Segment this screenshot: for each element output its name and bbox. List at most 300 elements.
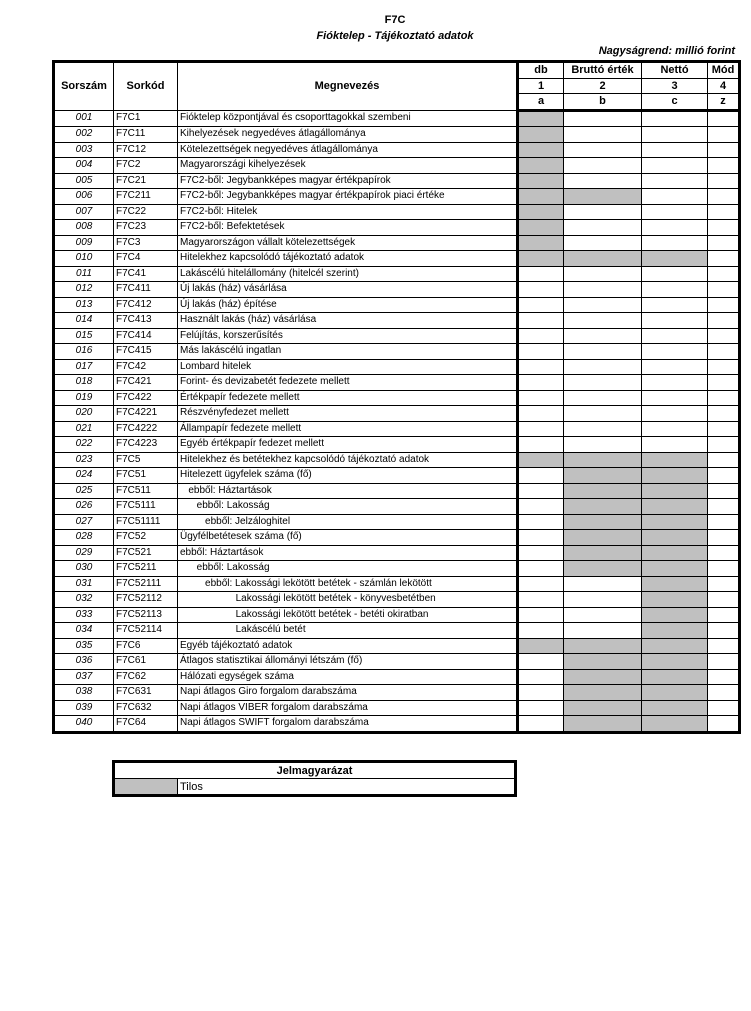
cell-netto: [642, 452, 708, 468]
cell-netto: [642, 669, 708, 685]
row-number: 028: [54, 530, 114, 546]
cell-mod[interactable]: [708, 576, 740, 592]
cell-mod[interactable]: [708, 716, 740, 733]
cell-brutto: [564, 654, 642, 670]
legend-table: [112, 760, 517, 797]
row-number: 010: [54, 251, 114, 267]
cell-db[interactable]: [518, 716, 564, 733]
cell-brutto[interactable]: [564, 592, 642, 608]
cell-netto[interactable]: [642, 127, 708, 143]
cell-mod[interactable]: [708, 669, 740, 685]
unit-label: Nagyságrend: millió forint: [598, 45, 735, 57]
cell-mod[interactable]: [708, 700, 740, 716]
row-code: F7C21: [114, 173, 178, 189]
row-name: Fióktelep központjával és csoporttagokkal szembeni: [178, 110, 518, 127]
cell-netto[interactable]: [642, 328, 708, 344]
cell-netto: [642, 607, 708, 623]
cell-mod[interactable]: [708, 499, 740, 515]
row-number: 013: [54, 297, 114, 313]
cell-netto[interactable]: [642, 266, 708, 282]
row-name: Egyéb tájékoztató adatok: [178, 638, 518, 654]
cell-brutto: [564, 499, 642, 515]
cell-netto[interactable]: [642, 359, 708, 375]
row-number: 027: [54, 514, 114, 530]
cell-mod[interactable]: [708, 514, 740, 530]
cell-brutto[interactable]: [564, 437, 642, 453]
cell-netto: [642, 700, 708, 716]
cell-mod[interactable]: [708, 468, 740, 484]
row-name: Új lakás (ház) vásárlása: [178, 282, 518, 298]
row-number: 005: [54, 173, 114, 189]
row-code: F7C632: [114, 700, 178, 716]
row-name: F7C2-ből: Befektetések: [178, 220, 518, 236]
row-number: 025: [54, 483, 114, 499]
row-number: 015: [54, 328, 114, 344]
row-code: F7C12: [114, 142, 178, 158]
row-code: F7C631: [114, 685, 178, 701]
cell-mod[interactable]: [708, 251, 740, 267]
cell-db: [518, 220, 564, 236]
cell-netto: [642, 716, 708, 733]
table-row: [54, 297, 740, 313]
table-row: [54, 127, 740, 143]
cell-mod[interactable]: [708, 452, 740, 468]
cell-netto: [642, 468, 708, 484]
cell-db[interactable]: [518, 499, 564, 515]
cell-netto[interactable]: [642, 313, 708, 329]
row-code: F7C22: [114, 204, 178, 220]
table-row: [54, 110, 740, 127]
cell-brutto: [564, 251, 642, 267]
row-name: F7C2-ből: Hitelek: [178, 204, 518, 220]
cell-db: [518, 204, 564, 220]
table-row: [54, 530, 740, 546]
cell-mod[interactable]: [708, 173, 740, 189]
cell-netto[interactable]: [642, 235, 708, 251]
cell-netto[interactable]: [642, 173, 708, 189]
table-row: [54, 282, 740, 298]
cell-db[interactable]: [518, 483, 564, 499]
cell-brutto[interactable]: [564, 313, 642, 329]
table-row: [54, 638, 740, 654]
row-code: F7C52111: [114, 576, 178, 592]
cell-mod[interactable]: [708, 158, 740, 174]
cell-mod[interactable]: [708, 545, 740, 561]
row-number: 029: [54, 545, 114, 561]
row-name: Hitelekhez kapcsolódó tájékoztató adatok: [178, 251, 518, 267]
cell-netto[interactable]: [642, 421, 708, 437]
cell-db[interactable]: [518, 561, 564, 577]
cell-mod[interactable]: [708, 623, 740, 639]
row-code: F7C421: [114, 375, 178, 391]
row-code: F7C51111: [114, 514, 178, 530]
col-letter-z: z: [708, 94, 740, 111]
row-name: Lakáscélú hitelállomány (hitelcél szerint): [178, 266, 518, 282]
row-name: ebből: Lakosság: [178, 561, 518, 577]
table-row: [54, 716, 740, 733]
table-row: [54, 235, 740, 251]
row-code: F7C4222: [114, 421, 178, 437]
cell-netto[interactable]: [642, 297, 708, 313]
cell-mod[interactable]: [708, 204, 740, 220]
row-code: F7C412: [114, 297, 178, 313]
cell-brutto: [564, 700, 642, 716]
cell-brutto[interactable]: [564, 204, 642, 220]
row-name: Kötelezettségek negyedéves átlagállománya: [178, 142, 518, 158]
cell-mod[interactable]: [708, 142, 740, 158]
cell-db[interactable]: [518, 297, 564, 313]
row-code: F7C1: [114, 110, 178, 127]
table-row: [54, 592, 740, 608]
cell-brutto[interactable]: [564, 173, 642, 189]
row-number: 016: [54, 344, 114, 360]
row-number: 030: [54, 561, 114, 577]
row-name: Ügyfélbetétesek száma (fő): [178, 530, 518, 546]
col-letter-b: b: [564, 94, 642, 111]
cell-brutto[interactable]: [564, 375, 642, 391]
cell-mod[interactable]: [708, 592, 740, 608]
table-row: [54, 313, 740, 329]
cell-brutto[interactable]: [564, 158, 642, 174]
cell-netto[interactable]: [642, 390, 708, 406]
row-number: 011: [54, 266, 114, 282]
cell-brutto[interactable]: [564, 607, 642, 623]
table-row: [54, 468, 740, 484]
row-name: ebből: Jelzáloghitel: [178, 514, 518, 530]
row-name: Magyarországon vállalt kötelezettségek: [178, 235, 518, 251]
row-number: 036: [54, 654, 114, 670]
row-name: F7C2-ből: Jegybankképes magyar értékpapírok: [178, 173, 518, 189]
row-code: F7C42: [114, 359, 178, 375]
row-number: 038: [54, 685, 114, 701]
cell-db: [518, 638, 564, 654]
row-code: F7C5111: [114, 499, 178, 515]
table-row: [54, 576, 740, 592]
row-code: F7C422: [114, 390, 178, 406]
table-row: [54, 189, 740, 205]
table-row: [54, 514, 740, 530]
table-row: [54, 437, 740, 453]
cell-db[interactable]: [518, 700, 564, 716]
cell-netto[interactable]: [642, 406, 708, 422]
row-number: 022: [54, 437, 114, 453]
cell-db[interactable]: [518, 685, 564, 701]
row-code: F7C6: [114, 638, 178, 654]
cell-mod[interactable]: [708, 390, 740, 406]
col-num-3: 3: [642, 78, 708, 94]
row-name: Állampapír fedezete mellett: [178, 421, 518, 437]
cell-netto: [642, 623, 708, 639]
cell-brutto: [564, 483, 642, 499]
table-row: [54, 483, 740, 499]
cell-brutto: [564, 669, 642, 685]
row-code: F7C52112: [114, 592, 178, 608]
row-name: Napi átlagos Giro forgalom darabszáma: [178, 685, 518, 701]
row-code: F7C64: [114, 716, 178, 733]
cell-brutto[interactable]: [564, 127, 642, 143]
row-name: ebből: Háztartások: [178, 545, 518, 561]
cell-db[interactable]: [518, 623, 564, 639]
cell-db[interactable]: [518, 514, 564, 530]
row-code: F7C4: [114, 251, 178, 267]
row-code: F7C5: [114, 452, 178, 468]
row-name: F7C2-ből: Jegybankképes magyar értékpapírok piaci értéke: [178, 189, 518, 205]
row-code: F7C5211: [114, 561, 178, 577]
row-number: 023: [54, 452, 114, 468]
cell-db[interactable]: [518, 421, 564, 437]
row-code: F7C211: [114, 189, 178, 205]
cell-db[interactable]: [518, 406, 564, 422]
cell-netto[interactable]: [642, 282, 708, 298]
cell-mod[interactable]: [708, 685, 740, 701]
row-number: 031: [54, 576, 114, 592]
row-code: F7C11: [114, 127, 178, 143]
cell-mod[interactable]: [708, 313, 740, 329]
table-row: [54, 607, 740, 623]
data-table: [52, 60, 741, 734]
col-header-megnevezes: Megnevezés: [178, 62, 518, 111]
row-name: Hálózati egységek száma: [178, 669, 518, 685]
row-name: ebből: Háztartások: [178, 483, 518, 499]
cell-db[interactable]: [518, 359, 564, 375]
row-code: F7C521: [114, 545, 178, 561]
cell-brutto[interactable]: [564, 266, 642, 282]
cell-netto[interactable]: [642, 142, 708, 158]
cell-netto: [642, 685, 708, 701]
row-name: Kihelyezések negyedéves átlagállománya: [178, 127, 518, 143]
row-name: ebből: Lakosság: [178, 499, 518, 515]
cell-mod[interactable]: [708, 638, 740, 654]
table-row: [54, 220, 740, 236]
cell-brutto[interactable]: [564, 328, 642, 344]
row-name: Egyéb értékpapír fedezet mellett: [178, 437, 518, 453]
cell-db[interactable]: [518, 592, 564, 608]
table-row: [54, 669, 740, 685]
row-name: ebből: Lakossági lekötött betétek - számlán lekötött: [178, 576, 518, 592]
cell-mod[interactable]: [708, 220, 740, 236]
table-row: [54, 700, 740, 716]
row-name: Felújítás, korszerűsítés: [178, 328, 518, 344]
cell-db[interactable]: [518, 390, 564, 406]
cell-mod[interactable]: [708, 530, 740, 546]
cell-netto: [642, 251, 708, 267]
cell-mod[interactable]: [708, 297, 740, 313]
cell-brutto[interactable]: [564, 297, 642, 313]
row-number: 002: [54, 127, 114, 143]
cell-mod[interactable]: [708, 561, 740, 577]
table-row: [54, 421, 740, 437]
row-name: Részvényfedezet mellett: [178, 406, 518, 422]
cell-db[interactable]: [518, 576, 564, 592]
cell-netto[interactable]: [642, 189, 708, 205]
cell-mod[interactable]: [708, 654, 740, 670]
cell-db[interactable]: [518, 282, 564, 298]
cell-netto[interactable]: [642, 437, 708, 453]
form-subtitle: Fióktelep - Tájékoztató adatok: [316, 30, 474, 42]
table-row: [54, 375, 740, 391]
cell-brutto[interactable]: [564, 344, 642, 360]
cell-db[interactable]: [518, 530, 564, 546]
cell-mod[interactable]: [708, 110, 740, 127]
cell-brutto: [564, 530, 642, 546]
row-number: 026: [54, 499, 114, 515]
col-header-netto: Nettó: [642, 62, 708, 79]
cell-brutto[interactable]: [564, 623, 642, 639]
cell-mod[interactable]: [708, 235, 740, 251]
cell-netto[interactable]: [642, 375, 708, 391]
row-number: 035: [54, 638, 114, 654]
cell-netto[interactable]: [642, 204, 708, 220]
cell-netto[interactable]: [642, 344, 708, 360]
col-num-2: 2: [564, 78, 642, 94]
table-row: [54, 623, 740, 639]
cell-db: [518, 127, 564, 143]
row-number: 012: [54, 282, 114, 298]
cell-brutto[interactable]: [564, 220, 642, 236]
cell-brutto[interactable]: [564, 390, 642, 406]
cell-netto: [642, 592, 708, 608]
cell-mod[interactable]: [708, 421, 740, 437]
table-row: [54, 452, 740, 468]
cell-brutto[interactable]: [564, 142, 642, 158]
legend-gray-label: Tilos: [178, 779, 516, 796]
cell-mod[interactable]: [708, 127, 740, 143]
row-name: Átlagos statisztikai állományi létszám (fő): [178, 654, 518, 670]
cell-db[interactable]: [518, 344, 564, 360]
cell-db: [518, 142, 564, 158]
cell-mod[interactable]: [708, 266, 740, 282]
table-row: [54, 561, 740, 577]
cell-db: [518, 189, 564, 205]
row-code: F7C411: [114, 282, 178, 298]
col-num-4: 4: [708, 78, 740, 94]
cell-mod[interactable]: [708, 359, 740, 375]
row-name: Lakossági lekötött betétek - betéti okiratban: [178, 607, 518, 623]
cell-mod[interactable]: [708, 189, 740, 205]
cell-netto[interactable]: [642, 220, 708, 236]
row-code: F7C61: [114, 654, 178, 670]
cell-brutto[interactable]: [564, 359, 642, 375]
row-number: 034: [54, 623, 114, 639]
cell-db: [518, 452, 564, 468]
cell-brutto: [564, 638, 642, 654]
cell-db[interactable]: [518, 375, 564, 391]
row-code: F7C415: [114, 344, 178, 360]
cell-db[interactable]: [518, 437, 564, 453]
row-number: 033: [54, 607, 114, 623]
cell-db[interactable]: [518, 607, 564, 623]
cell-brutto[interactable]: [564, 421, 642, 437]
row-code: F7C62: [114, 669, 178, 685]
row-code: F7C41: [114, 266, 178, 282]
cell-mod[interactable]: [708, 328, 740, 344]
cell-db[interactable]: [518, 545, 564, 561]
col-letter-c: c: [642, 94, 708, 111]
cell-mod[interactable]: [708, 437, 740, 453]
cell-brutto[interactable]: [564, 406, 642, 422]
cell-db: [518, 251, 564, 267]
cell-netto: [642, 654, 708, 670]
cell-db[interactable]: [518, 328, 564, 344]
row-number: 020: [54, 406, 114, 422]
cell-brutto[interactable]: [564, 282, 642, 298]
cell-db[interactable]: [518, 266, 564, 282]
col-header-brutto: Bruttó érték: [564, 62, 642, 79]
col-header-mod: Mód: [708, 62, 740, 79]
row-number: 037: [54, 669, 114, 685]
row-number: 004: [54, 158, 114, 174]
row-code: F7C52113: [114, 607, 178, 623]
row-name: Más lakáscélú ingatlan: [178, 344, 518, 360]
cell-db[interactable]: [518, 313, 564, 329]
row-number: 008: [54, 220, 114, 236]
table-row: [54, 204, 740, 220]
row-code: F7C52114: [114, 623, 178, 639]
legend-gray-swatch: [114, 779, 178, 796]
table-row: [54, 390, 740, 406]
cell-netto: [642, 499, 708, 515]
table-row: [54, 328, 740, 344]
cell-brutto[interactable]: [564, 576, 642, 592]
row-number: 024: [54, 468, 114, 484]
cell-brutto[interactable]: [564, 235, 642, 251]
cell-brutto: [564, 545, 642, 561]
col-header-sorkod: Sorkód: [114, 62, 178, 111]
cell-db[interactable]: [518, 669, 564, 685]
row-name: Használt lakás (ház) vásárlása: [178, 313, 518, 329]
table-row: [54, 545, 740, 561]
cell-db[interactable]: [518, 654, 564, 670]
cell-brutto: [564, 514, 642, 530]
cell-netto: [642, 483, 708, 499]
row-name: Napi átlagos SWIFT forgalom darabszáma: [178, 716, 518, 733]
row-code: F7C4223: [114, 437, 178, 453]
cell-db: [518, 110, 564, 127]
cell-db[interactable]: [518, 468, 564, 484]
row-code: F7C413: [114, 313, 178, 329]
cell-mod[interactable]: [708, 375, 740, 391]
cell-mod[interactable]: [708, 282, 740, 298]
row-name: Új lakás (ház) építése: [178, 297, 518, 313]
row-number: 032: [54, 592, 114, 608]
table-row: [54, 158, 740, 174]
cell-brutto[interactable]: [564, 110, 642, 127]
table-row: [54, 685, 740, 701]
table-row: [54, 266, 740, 282]
cell-db: [518, 158, 564, 174]
cell-netto[interactable]: [642, 110, 708, 127]
row-code: F7C3: [114, 235, 178, 251]
row-code: F7C414: [114, 328, 178, 344]
row-number: 007: [54, 204, 114, 220]
cell-mod[interactable]: [708, 344, 740, 360]
table-row: [54, 173, 740, 189]
col-header-db: db: [518, 62, 564, 79]
row-code: F7C2: [114, 158, 178, 174]
row-number: 039: [54, 700, 114, 716]
row-number: 018: [54, 375, 114, 391]
table-row: [54, 251, 740, 267]
cell-netto[interactable]: [642, 158, 708, 174]
row-name: Hitelekhez és betétekhez kapcsolódó tájékoztató adatok: [178, 452, 518, 468]
cell-netto: [642, 530, 708, 546]
cell-mod[interactable]: [708, 406, 740, 422]
row-name: Lakossági lekötött betétek - könyvesbetétben: [178, 592, 518, 608]
cell-mod[interactable]: [708, 483, 740, 499]
row-code: F7C4221: [114, 406, 178, 422]
cell-brutto: [564, 685, 642, 701]
cell-mod[interactable]: [708, 607, 740, 623]
